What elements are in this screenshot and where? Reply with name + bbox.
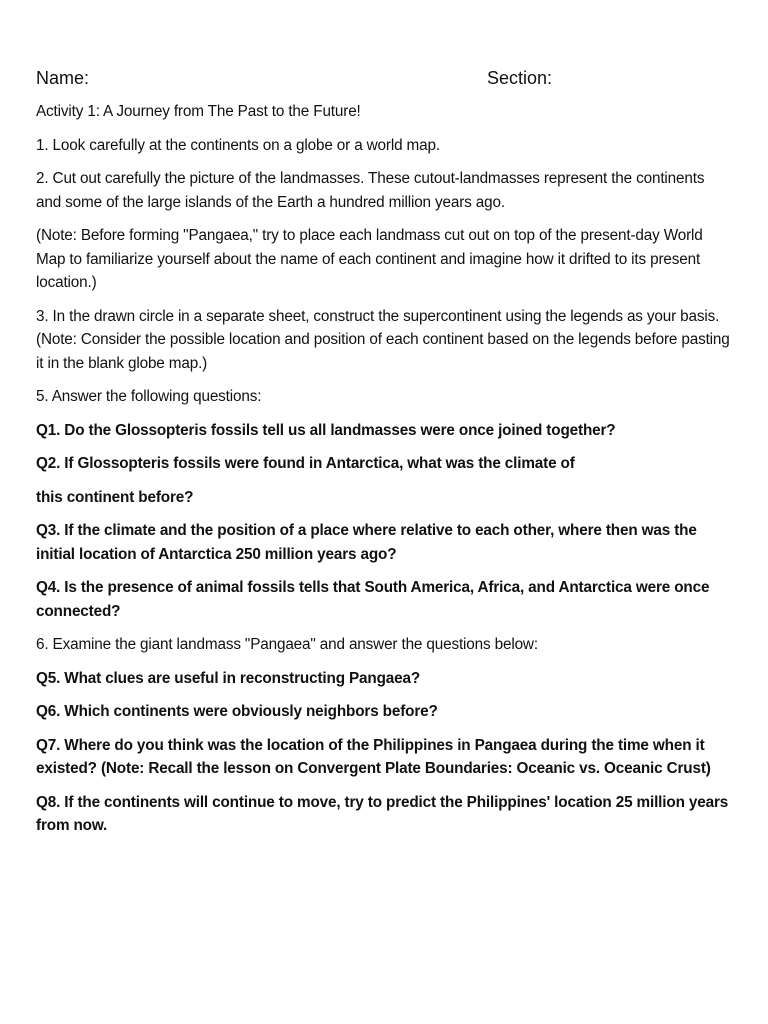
step-5: 5. Answer the following questions: <box>36 388 262 405</box>
name-label: Name: <box>36 68 90 88</box>
step-6: 6. Examine the giant landmass "Pangaea" and answer the questions below: <box>36 636 538 653</box>
question-7: Q7. Where do you think was the location of the Philippines in Pangaea during the time when it existed? (Note: Recall the lesson on Convergent Plate Boundaries: Oceanic vs. Oceanic Crust) <box>36 736 711 777</box>
question-3: Q3. If the climate and the position of a place where relative to each other, where then was the initial location of Antarctica 250 million years ago? <box>36 522 697 563</box>
step-2: 2. Cut out carefully the picture of the landmasses. These cutout-landmasses represent the continents and some of the large islands of the Earth a hundred million years ago. <box>36 170 705 211</box>
question-1: Q1. Do the Glossopteris fossils tell us all landmasses were once joined together? <box>36 421 616 439</box>
worksheet-header <box>36 66 732 90</box>
question-5: Q5. What clues are useful in reconstructing Pangaea? <box>36 669 421 687</box>
step-2-note: (Note: Before forming "Pangaea," try to place each landmass cut out on top of the present-day World Map to familiarize yourself about the name of each continent and imagine how it drifted to its present location.) <box>36 227 703 291</box>
step-1: 1. Look carefully at the continents on a globe or a world map. <box>36 136 440 154</box>
question-2-line-2: this continent before? <box>36 488 194 506</box>
question-4: Q4. Is the presence of animal fossils tells that South America, Africa, and Antarctica were once connected? <box>36 579 710 620</box>
section-label: Section: <box>487 68 553 88</box>
activity-title: Activity 1: A Journey from The Past to the Future! <box>36 103 361 120</box>
question-2-line-1: Q2. If Glossopteris fossils were found in Antarctica, what was the climate of <box>36 455 575 472</box>
step-3: 3. In the drawn circle in a separate sheet, construct the supercontinent using the legends as your basis. (Note: Consider the possible location and position of each continent based on the legends before pasting it in the blank globe map.) <box>36 307 730 372</box>
question-6: Q6. Which continents were obviously neighbors before? <box>36 703 438 720</box>
question-8: Q8. If the continents will continue to move, try to predict the Philippines' location 25 million years from now. <box>36 793 729 834</box>
